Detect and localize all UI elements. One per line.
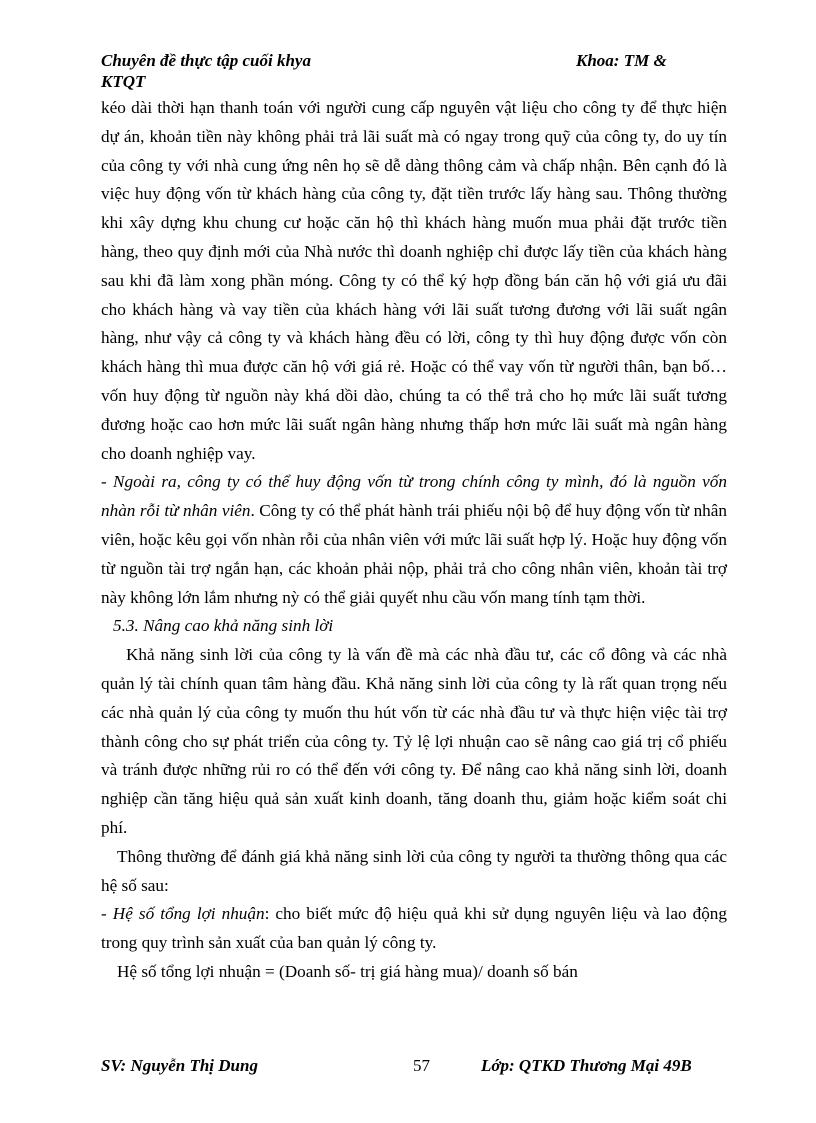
page-number: 57 [413, 1056, 430, 1075]
section-heading-text: 5.3. Nâng cao khả năng sinh lời [113, 616, 334, 636]
header-faculty-cont: KTQT [101, 72, 146, 91]
paragraph-profitability: Khả năng sinh lời của công ty là vấn đề mà các nhà đầu tư, các cổ đông và các nhà quản lý tài chính quan tâm hàng đầu. Khả năng sinh lời của công ty là rất quan trọng nếu các nhà quản lý của công ty muốn thu hút vốn từ các nhà đầu tư và thực hiện việc tài trợ thành công cho sự phát triển của công ty. Tỷ lệ lợi nhuận cao sẽ nâng cao giá trị cổ phiếu và tránh được những rủi ro có thể đến với công ty. Để nâng cao khả năng sinh lời, doanh nghiệp cần tăng hiệu quả sản xuất kinh doanh, tăng doanh thu, giảm hoặc kiểm soát chi phí. [101, 645, 727, 837]
gross-profit-ratio-desc: : cho biết mức độ hiệu quả khi sử dụng nguyên liệu và lao động trong quy trình sản xuất của ban quản lý công ty. [101, 904, 727, 953]
paragraph-formula: Hệ số tổng lợi nhuận = (Doanh số- trị giá hàng mua)/ doanh số bán [117, 961, 578, 981]
footer-class: Lớp: QTKD Thương Mại 49B [481, 1056, 692, 1075]
paragraph-ratios-intro: Thông thường để đánh giá khả năng sinh lời của công ty người ta thường thông qua các hệ số sau: [101, 846, 727, 895]
gross-profit-ratio-term: - Hệ số tổng lợi nhuận [101, 904, 265, 924]
paragraph-employee-funding [101, 468, 727, 612]
employee-funding-text: . Công ty có thể phát hành trái phiếu nội bộ để huy động vốn từ nhân viên, hoặc kêu gọi vốn nhàn rỗi của nhân viên với mức lãi suất hợp lý. Hoặc huy động vốn từ nguồn tài trợ ngắn hạn, các khoản phải nộp, phải trả cho công nhân viên, khoản tài trợ này không lớn lắm nhưng nỳ có thể giải quyết nhu cầu vốn mang tính tạm thời. [101, 501, 727, 607]
footer-student: SV: Nguyễn Thị Dung [101, 1056, 258, 1075]
header-faculty: Khoa: TM & [576, 51, 667, 70]
paragraph-gross-profit-ratio [101, 900, 727, 958]
paragraph-customer-funding: kéo dài thời hạn thanh toán với người cung cấp nguyên vật liệu cho công ty để thực hiện dự án, khoản tiền này không phải trả lãi suất mà có ngay trong quỹ của công ty, do uy tín của công ty với nhà cung ứng nên họ sẽ dễ dàng thông cảm và chấp nhận. Bên cạnh đó là việc huy động vốn từ khách hàng của công ty, đặt tiền trước lấy hàng sau. Thông thường khi xây dựng khu chung cư hoặc căn hộ thì khách hàng muốn mua phải đặt trước tiền hàng, theo quy định mới của Nhà nước thì doanh nghiệp chỉ được lấy tiền của khách hàng sau khi đã làm xong phần móng. Công ty có thể ký hợp đồng bán căn hộ với giá ưu đãi cho khách hàng và vay tiền của khách hàng với lãi suất tương đương với lãi suất ngân hàng, như vậy cả công ty và khách hàng đều có lời, công ty thì huy động được vốn còn khách hàng thì mua được căn hộ với giá rẻ. Hoặc có thể vay vốn từ người thân, bạn bố…vốn huy động từ nguồn này khá dồi dào, chúng ta có thể trả cho họ mức lãi suất tương đương hoặc cao hơn mức lãi suất ngân hàng nhưng thấp hơn mức lãi suất mà ngân hàng cho doanh nghiệp vay. [101, 98, 727, 463]
document-body [101, 94, 727, 987]
employee-funding-lead: - Ngoài ra, công ty có thể huy động vốn từ trong chính công ty mình, đó là nguồn vốn nhàn rỗi từ nhân viên [101, 472, 727, 521]
header-title: Chuyên đề thực tập cuối khya [101, 51, 311, 70]
section-heading [101, 612, 727, 641]
